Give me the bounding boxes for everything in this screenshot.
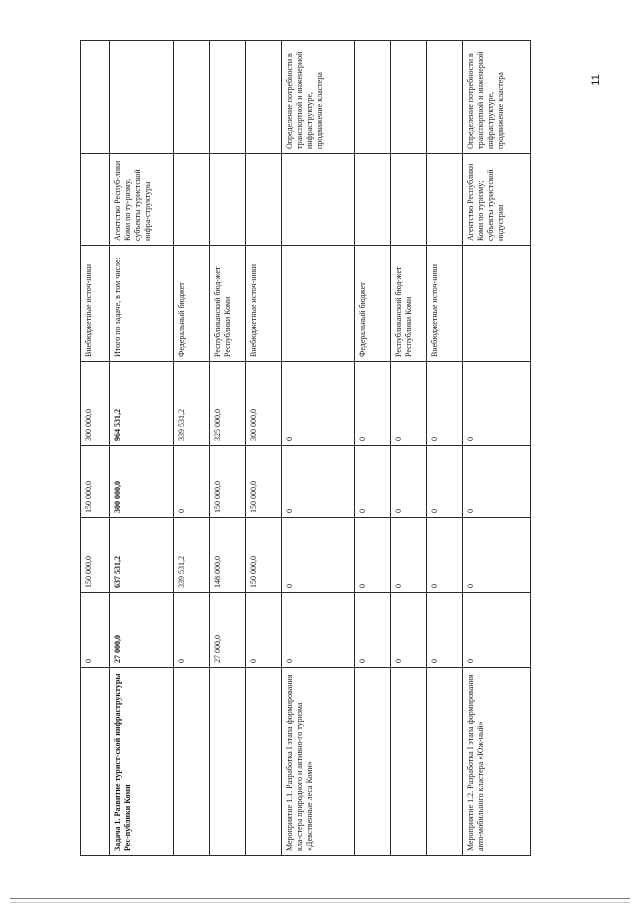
table-cell <box>391 41 427 154</box>
table-cell: 0 <box>391 593 427 668</box>
table-row <box>391 41 427 856</box>
table-cell: 150 000,0 <box>81 518 110 593</box>
table-cell: Республиканский бюд-жет Республики Коми <box>391 246 427 362</box>
table-cell: 150 000,0 <box>81 446 110 518</box>
table-cell: 0 <box>463 362 531 446</box>
table-cell: Мероприятие 1.2. Разработка I этапа формирования авто-мобильного кластера «Юж-ный» <box>463 668 531 856</box>
table-cell <box>463 246 531 362</box>
table-cell <box>174 154 210 246</box>
table-cell: 0 <box>391 362 427 446</box>
table-row <box>81 41 110 856</box>
table-cell <box>355 154 391 246</box>
table-cell <box>110 41 174 154</box>
table-cell: 964 531,2 <box>110 362 174 446</box>
table-cell: 0 <box>391 446 427 518</box>
table-cell <box>355 41 391 154</box>
table-cell <box>174 668 210 856</box>
table-cell: 0 <box>427 446 463 518</box>
table-cell: 0 <box>355 518 391 593</box>
table-cell: 0 <box>355 362 391 446</box>
table-cell: 0 <box>282 446 355 518</box>
table-cell: 300 000,0 <box>110 446 174 518</box>
table-cell: 27 000,0 <box>110 593 174 668</box>
table-cell: 0 <box>427 362 463 446</box>
table-row <box>463 41 531 856</box>
table-cell <box>391 668 427 856</box>
table-cell: Итого по задаче, в том числе: <box>110 246 174 362</box>
table-cell <box>246 668 282 856</box>
table-cell: 27 000,0 <box>210 593 246 668</box>
table-cell <box>174 41 210 154</box>
table-row <box>174 41 210 856</box>
table-cell <box>355 668 391 856</box>
table-row <box>355 41 391 856</box>
table-cell: 0 <box>282 518 355 593</box>
page-bottom-edge <box>0 892 640 905</box>
table-cell: 0 <box>355 593 391 668</box>
table-cell <box>282 154 355 246</box>
table-row <box>246 41 282 856</box>
table-cell: Федеральный бюджет <box>355 246 391 362</box>
table-cell: Определение потребности в транспортной и инженерной инфраструктуре, продвижение кластера <box>282 41 355 154</box>
table-cell <box>81 41 110 154</box>
table-cell <box>427 668 463 856</box>
table-cell: Внебюджетные источ-ники <box>246 246 282 362</box>
table-cell: Определение потребности в транспортной и инженерной инфраструктуре, продвижение кластера <box>463 41 531 154</box>
table-cell <box>210 668 246 856</box>
table-cell: Мероприятие 1.1. Разработка I этапа формирования кла-стера природного и активно-го туризма «Девственные леса Коми» <box>282 668 355 856</box>
table-row <box>110 41 174 856</box>
table-cell: 0 <box>427 593 463 668</box>
table-cell: 0 <box>463 518 531 593</box>
rotated-table-block <box>80 41 530 856</box>
table-cell: Задача 1. Развитие турист-ской инфраструктуры Рес-публики Коми <box>110 668 174 856</box>
table-cell: 339 531,2 <box>174 518 210 593</box>
table-row <box>210 41 246 856</box>
table-cell <box>246 154 282 246</box>
table-cell <box>210 41 246 154</box>
table-cell <box>427 154 463 246</box>
table-row <box>282 41 355 856</box>
table-cell: Федеральный бюджет <box>174 246 210 362</box>
table-cell: 0 <box>246 593 282 668</box>
table-cell: 0 <box>174 593 210 668</box>
table-cell: 339 531,2 <box>174 362 210 446</box>
table-cell <box>282 246 355 362</box>
table-cell: Внебюджетные источ-ники <box>81 246 110 362</box>
table-cell: 300 000,0 <box>246 362 282 446</box>
table-cell: 325 000,0 <box>210 362 246 446</box>
table-cell <box>391 154 427 246</box>
table-cell: 150 000,0 <box>210 446 246 518</box>
table-cell: 148 000,0 <box>210 518 246 593</box>
budget-table <box>80 40 531 856</box>
table-cell: 0 <box>282 362 355 446</box>
table-cell: 0 <box>427 518 463 593</box>
table-cell <box>246 41 282 154</box>
page-number: 11 <box>590 74 602 86</box>
table-cell: 300 000,0 <box>81 362 110 446</box>
table-cell: 0 <box>463 593 531 668</box>
table-cell <box>427 41 463 154</box>
table-cell: 0 <box>463 446 531 518</box>
table-row <box>427 41 463 856</box>
table-cell: Агентство Респуб-лики Коми по ту-ризму, субъекты туристской инфра-структуры <box>110 154 174 246</box>
table-cell: 637 531,2 <box>110 518 174 593</box>
table-cell <box>81 154 110 246</box>
table-cell <box>81 668 110 856</box>
table-cell: 150 000,0 <box>246 518 282 593</box>
table-cell: 0 <box>391 518 427 593</box>
table-cell: 0 <box>174 446 210 518</box>
table-cell: Агентство Республики Коми по туризму; субъекты туристской индустрии <box>463 154 531 246</box>
table-cell <box>210 154 246 246</box>
table-cell: Республиканский бюд-жет Республики Коми <box>210 246 246 362</box>
table-cell: 150 000,0 <box>246 446 282 518</box>
table-cell: 0 <box>355 446 391 518</box>
table-cell: Внебюджетные источ-ники <box>427 246 463 362</box>
table-cell: 0 <box>282 593 355 668</box>
table-cell: 0 <box>81 593 110 668</box>
